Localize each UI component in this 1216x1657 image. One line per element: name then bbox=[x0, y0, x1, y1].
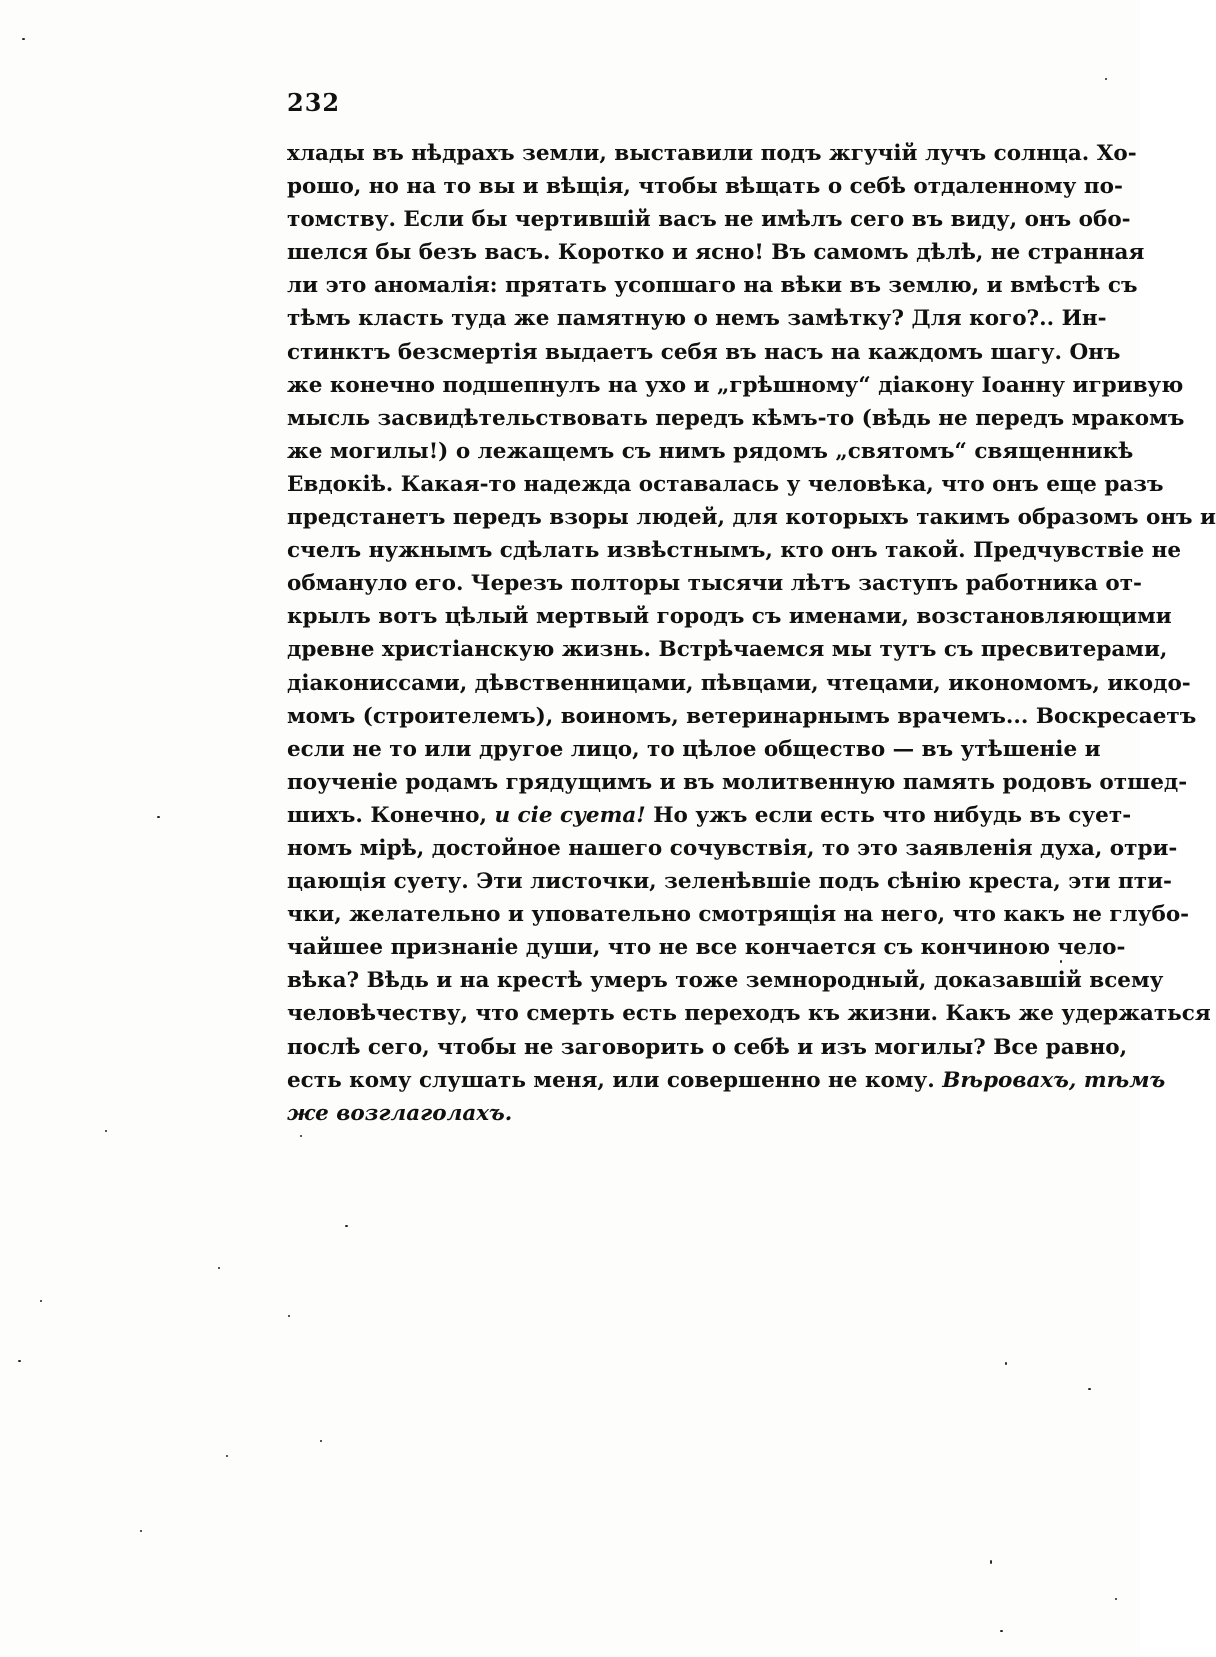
text-segment: чайшее признаніе души, что не все кончается съ кончиною чело- bbox=[287, 935, 1126, 961]
text-segment: есть кому слушать меня, или совершенно не кому. bbox=[287, 1067, 943, 1093]
text-line bbox=[287, 964, 1164, 997]
text-segment: же конечно подшепнулъ на ухо и „грѣшному“ діакону Іоанну игривую bbox=[287, 372, 1184, 398]
text-line bbox=[287, 600, 1172, 633]
scan-speck bbox=[320, 1440, 322, 1442]
text-line bbox=[287, 468, 1164, 501]
scan-speck bbox=[1115, 1598, 1117, 1600]
scan-speck bbox=[18, 1360, 21, 1362]
text-segment: Евдокіѣ. Какая-то надежда оставалась у человѣка, что онъ еще разъ bbox=[287, 471, 1164, 497]
text-line bbox=[287, 336, 1121, 369]
text-segment: крылъ вотъ цѣлый мертвый городъ съ именами, возстановляющими bbox=[287, 604, 1172, 630]
scan-speck bbox=[300, 1135, 302, 1137]
scan-speck bbox=[226, 1455, 228, 1457]
text-segment: шелся бы безъ васъ. Коротко и ясно! Въ самомъ дѣлѣ, не странная bbox=[287, 240, 1145, 266]
text-segment: мысль засвидѣтельствовать передъ кѣмъ-то (вѣдь не передъ мракомъ bbox=[287, 405, 1185, 431]
italic-segment: Вѣровахъ, тѣмъ bbox=[942, 1067, 1166, 1093]
text-line bbox=[287, 733, 1101, 766]
text-line bbox=[287, 402, 1185, 435]
scan-speck bbox=[105, 1130, 107, 1132]
text-segment: момъ (строителемъ), воиномъ, ветеринарнымъ врачемъ... Воскресаетъ bbox=[287, 703, 1197, 729]
scan-speck bbox=[1005, 1362, 1007, 1365]
text-segment: тѣмъ класть туда же памятную о немъ замѣтку? Для кого?.. Ин- bbox=[287, 306, 1107, 332]
scan-speck bbox=[218, 1267, 220, 1269]
text-line bbox=[287, 633, 1168, 666]
text-line bbox=[287, 766, 1188, 799]
scan-speck bbox=[345, 1225, 348, 1227]
text-line bbox=[287, 534, 1182, 567]
scan-speck bbox=[140, 1530, 142, 1532]
text-line bbox=[287, 667, 1191, 700]
text-segment: томству. Если бы чертившій васъ не имѣлъ сего въ виду, онъ обо- bbox=[287, 207, 1131, 233]
body-text bbox=[287, 137, 1216, 1130]
scan-speck bbox=[1060, 960, 1062, 963]
text-segment: предстанетъ передъ взоры людей, для которыхъ такимъ образомъ онъ и bbox=[287, 505, 1216, 531]
scan-speck bbox=[22, 38, 25, 40]
text-segment: цающія суету. Эти листочки, зеленѣвшіе подъ сѣнію креста, эти пти- bbox=[287, 869, 1172, 895]
scan-speck bbox=[1000, 1630, 1003, 1632]
scan-speck bbox=[157, 816, 160, 818]
text-segment: же могилы!) о лежащемъ съ нимъ рядомъ „святомъ“ священникѣ bbox=[287, 438, 1134, 464]
text-line bbox=[287, 435, 1134, 468]
text-line bbox=[287, 832, 1178, 865]
text-segment: стинктъ безсмертія выдаетъ себя въ насъ на каждомъ шагу. Онъ bbox=[287, 339, 1121, 365]
italic-segment: же возглаголахъ. bbox=[287, 1100, 513, 1126]
text-segment: древне христіанскую жизнь. Встрѣчаемся мы тутъ съ пресвитерами, bbox=[287, 637, 1168, 663]
text-line bbox=[287, 137, 1137, 170]
text-line bbox=[287, 170, 1123, 203]
text-line bbox=[287, 700, 1197, 733]
text-segment: послѣ сего, чтобы не заговорить о себѣ и изъ могилы? Все равно, bbox=[287, 1034, 1128, 1060]
text-line bbox=[287, 236, 1145, 269]
scan-speck bbox=[288, 1315, 290, 1317]
text-line bbox=[287, 865, 1172, 898]
scan-speck bbox=[1105, 78, 1107, 80]
text-segment: вѣка? Вѣдь и на крестѣ умеръ тоже земнородный, доказавшій всему bbox=[287, 968, 1164, 994]
italic-segment: и сіе суета! bbox=[494, 802, 646, 828]
scan-speck bbox=[40, 1300, 42, 1302]
text-segment: номъ мірѣ, достойное нашего сочувствія, то это заявленія духа, отри- bbox=[287, 835, 1178, 861]
text-line bbox=[287, 567, 1142, 600]
text-line bbox=[287, 1031, 1128, 1064]
text-segment: шихъ. Конечно, bbox=[287, 802, 495, 828]
scan-speck bbox=[1088, 1388, 1091, 1390]
text-segment: ли это аномалія: прятать усопшаго на вѣки въ землю, и вмѣстѣ съ bbox=[287, 273, 1138, 299]
text-segment: хлады въ нѣдрахъ земли, выставили подъ жгучій лучъ солнца. Хо- bbox=[287, 141, 1137, 166]
text-line bbox=[287, 799, 1132, 832]
text-line bbox=[287, 501, 1216, 534]
text-segment: рошо, но на то вы и вѣщія, чтобы вѣщать о себѣ отдаленному по- bbox=[287, 174, 1123, 200]
text-line bbox=[287, 931, 1126, 964]
text-segment: человѣчеству, что смерть есть переходъ къ жизни. Какъ же удержаться bbox=[287, 1001, 1211, 1027]
text-segment: діакониссами, дѣвственницами, пѣвцами, чтецами, икономомъ, икодо- bbox=[287, 670, 1191, 696]
text-segment: обмануло его. Черезъ полторы тысячи лѣтъ заступъ работника от- bbox=[287, 571, 1142, 597]
text-segment: если не то или другое лицо, то цѣлое общество — въ утѣшеніе и bbox=[287, 736, 1101, 762]
text-line bbox=[287, 203, 1131, 236]
text-line bbox=[287, 369, 1184, 402]
text-line bbox=[287, 269, 1138, 302]
text-segment: поученіе родамъ грядущимъ и въ молитвенную память родовъ отшед- bbox=[287, 769, 1188, 795]
text-segment: Но ужъ если есть что нибудь въ сует- bbox=[645, 802, 1132, 828]
page-number: 232 bbox=[287, 88, 341, 117]
text-line bbox=[287, 1097, 1032, 1130]
text-segment: счелъ нужнымъ сдѣлать извѣстнымъ, кто онъ такой. Предчувствіе не bbox=[287, 538, 1182, 564]
text-segment: чки, желательно и уповательно смотрящія на него, что какъ не глубо- bbox=[287, 902, 1190, 928]
text-line bbox=[287, 898, 1190, 931]
text-line bbox=[287, 302, 1107, 335]
scan-speck bbox=[990, 1560, 992, 1564]
text-line bbox=[287, 1064, 1166, 1097]
text-line bbox=[287, 997, 1211, 1030]
